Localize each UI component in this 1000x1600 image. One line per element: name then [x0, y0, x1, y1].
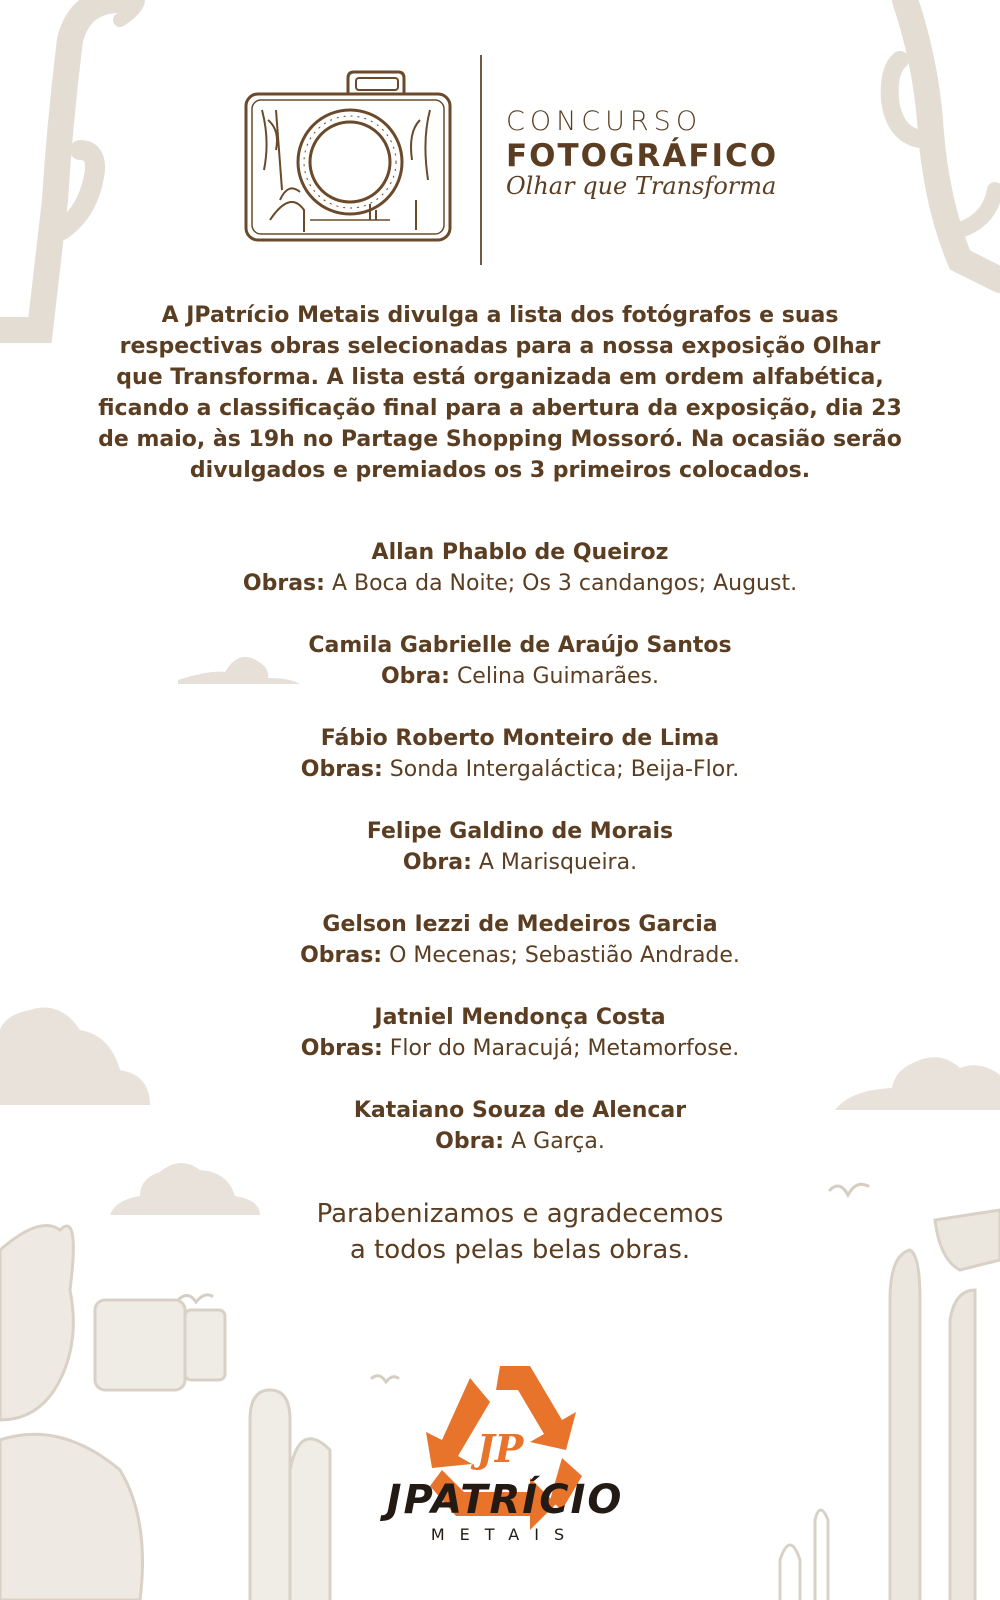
photographer-name: Jatniel Mendonça Costa: [374, 1005, 666, 1030]
works-label: Obras:: [300, 757, 383, 782]
works-titles: Celina Guimarães.: [456, 664, 660, 689]
works-label: Obra:: [435, 1129, 505, 1154]
header-divider: [480, 55, 482, 265]
works-titles: A Boca da Noite; Os 3 candangos; August.: [331, 571, 798, 596]
works-label: Obras:: [300, 1036, 383, 1061]
works-line: [100, 847, 940, 878]
works-line: [100, 568, 940, 599]
list-item: [100, 909, 940, 1002]
works-label: Obras:: [242, 571, 325, 596]
photographer-name: Kataiano Souza de Alencar: [353, 1098, 687, 1123]
list-item: [100, 1095, 940, 1188]
works-line: [100, 661, 940, 692]
contest-title: [506, 106, 826, 200]
header: [0, 0, 1000, 280]
photographer-name: Camila Gabrielle de Araújo Santos: [308, 633, 732, 658]
photographer-name: Allan Phablo de Queiroz: [371, 540, 669, 565]
works-line: [100, 1126, 940, 1157]
works-titles: Flor do Maracujá; Metamorfose.: [389, 1036, 740, 1061]
list-item: [100, 816, 940, 909]
title-line-fotografico: FOTOGRÁFICO: [506, 138, 779, 174]
works-titles: Sonda Intergaláctica; Beija-Flor.: [389, 757, 740, 782]
list-item: [100, 723, 940, 816]
brand-subtitle: METAIS: [430, 1525, 580, 1544]
closing-message: [150, 1196, 890, 1268]
closing-line-2: a todos pelas belas obras.: [349, 1235, 691, 1265]
closing-line-1: Parabenizamos e agradecemos: [316, 1199, 724, 1229]
works-titles: A Garça.: [511, 1129, 605, 1154]
list-item: [100, 537, 940, 630]
intro-paragraph: A JPatrício Metais divulga a lista dos fotógrafos e suas respectivas obras selecionadas para a nossa exposição Olhar que Transforma. A lista está organizada em ordem alfabética, ficando a classificação final para a abertura da exposição, dia 23 de maio, às 19h no Partage Shopping Mossoró. Na ocasião serão divulgados e premiados os 3 primeiros colocados.: [98, 303, 902, 483]
works-label: Obra:: [402, 850, 472, 875]
brand-name: JPATRÍCIO: [386, 1477, 624, 1523]
works-line: [100, 940, 940, 971]
title-line-tagline: Olhar que Transforma: [506, 172, 777, 200]
works-line: [100, 1033, 940, 1064]
list-item: [100, 630, 940, 723]
works-titles: O Mecenas; Sebastião Andrade.: [389, 943, 740, 968]
photographer-name: Felipe Galdino de Morais: [366, 819, 674, 844]
photographer-name: Fábio Roberto Monteiro de Lima: [320, 726, 720, 751]
camera-logo-icon: [240, 70, 460, 245]
photographer-name: Gelson Iezzi de Medeiros Garcia: [322, 912, 718, 937]
utensils-illustration: [890, 1210, 1000, 1600]
photographer-illustration: [0, 1226, 225, 1600]
brand-mark-text: JP: [476, 1426, 524, 1471]
title-line-concurso: CONCURSO: [506, 106, 703, 137]
works-line: [100, 754, 940, 785]
works-label: Obras:: [300, 943, 383, 968]
works-titles: A Marisqueira.: [478, 850, 638, 875]
selected-photographers-list: [100, 537, 940, 1188]
list-item: [100, 1002, 940, 1095]
works-label: Obra:: [380, 664, 450, 689]
